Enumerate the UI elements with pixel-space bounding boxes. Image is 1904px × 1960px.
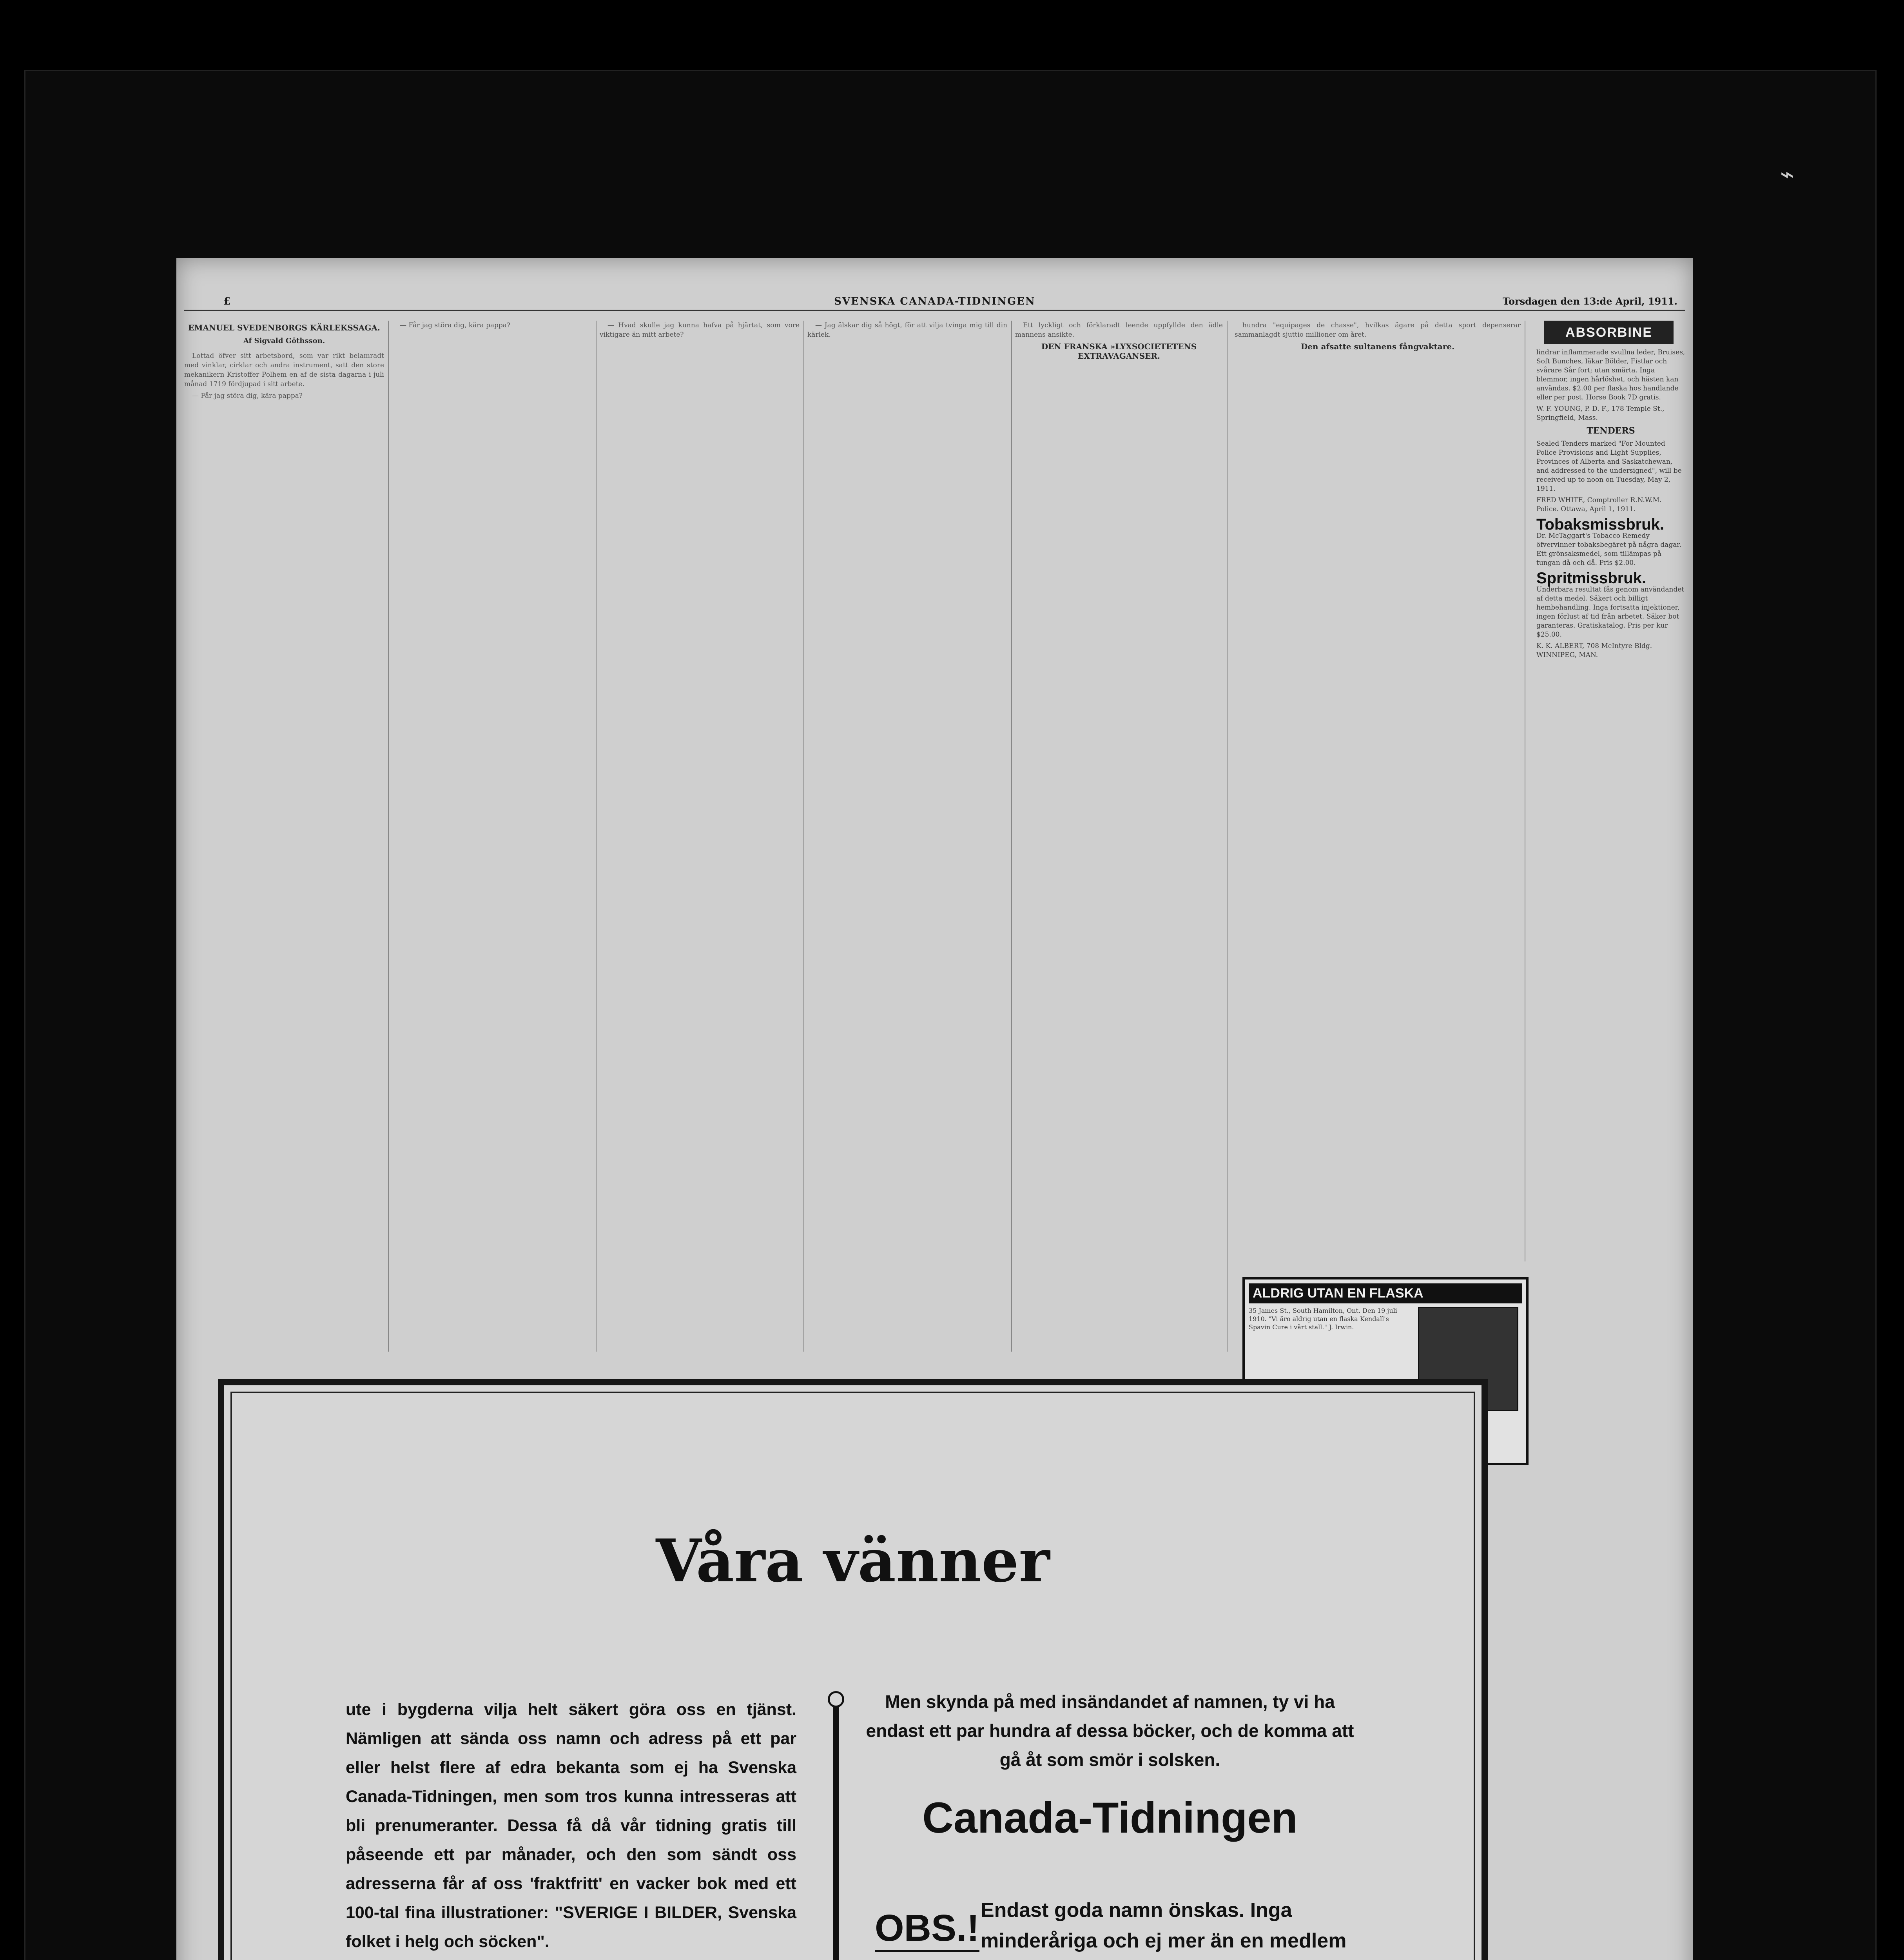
tobacco-text: Dr. McTaggart's Tobacco Remedy öfvervinner tobaksbegäret på några dagar. Ett grönsaksmedel, som tillämpas på tungan då och då. Pris $2.00.	[1536, 532, 1682, 567]
body-paragraph: — Får jag störa dig, kära pappa?	[400, 321, 511, 329]
body-paragraph: — Jag älskar dig så högt, för att vilja tvinga mig till din kärlek.	[807, 321, 1007, 339]
column-5	[1015, 321, 1228, 1352]
story-byline: Af Sigvald Göthsson.	[243, 337, 325, 345]
body-paragraph: Lottad öfver sitt arbetsbord, som var rikt belamradt med vinklar, cirklar och andra instrument, satt den store mekanikern Kristoffer Polhem en af de sista dagarna i juli månad 1719 fördjupad i sitt arbete.	[184, 352, 384, 388]
story-heading: EMANUEL SVEDENBORGS KÄRLEKSSAGA.	[188, 323, 380, 332]
promo-brand: Canada-Tidningen	[922, 1794, 1298, 1842]
absorbine-address: W. F. YOUNG, P. D. F., 178 Temple St., Springfield, Mass.	[1536, 405, 1665, 422]
tenders-text: Sealed Tenders marked "For Mounted Police Provisions and Light Supplies, Provinces of Alberta and Saskatchewan, and addressed to the undersigned", will be received up to noon on Tuesday, May 2, 1911.	[1536, 440, 1682, 493]
promo-title: Våra vänner	[656, 1526, 1050, 1595]
kendall-text: 35 James St., South Hamilton, Ont. Den 19 juli 1910. "Vi äro aldrig utan en flaska Kendall's Spavin Cure i vårt stall." J. Irwin.	[1249, 1307, 1397, 1331]
page-header	[184, 294, 1685, 311]
body-paragraph: — Får jag störa dig, kära pappa?	[192, 392, 303, 400]
kendall-heading: ALDRIG UTAN EN FLASKA	[1249, 1283, 1522, 1303]
promo-frame	[218, 1379, 1488, 1960]
ornamental-divider	[828, 1691, 846, 1960]
column-4	[807, 321, 1012, 1352]
masthead-title: SVENSKA CANADA-TIDNINGEN	[834, 296, 1035, 307]
absorbine-logo: ABSORBINE	[1544, 321, 1674, 344]
newspaper-page	[176, 258, 1693, 1960]
story-heading: DEN FRANSKA »LYXSOCIETETENS EXTRAVAGANSER.	[1041, 342, 1197, 361]
promo-right-text: Men skynda på med insändandet af namnen, ty vi ha endast ett par hundra af dessa böcker, och de komma att gå åt som smör i solsken.	[866, 1691, 1354, 1770]
column-2	[392, 321, 597, 1352]
corner-registration-mark: ⌁	[1780, 161, 1794, 188]
column-6	[1235, 321, 1525, 1261]
divider-knob-top	[828, 1691, 844, 1708]
column-1	[184, 321, 389, 1352]
issue-date: Torsdagen den 13:de April, 1911.	[1502, 296, 1677, 307]
tobacco-heading: Tobaksmissbruk.	[1536, 516, 1665, 533]
obs-text: Endast goda namn önskas. Inga minderåriga och ej mer än en medlem	[981, 1899, 1347, 1952]
promo-left-text: ute i bygderna vilja helt säkert göra oss en tjänst. Nämligen att sända oss namn och adress på ett par eller helst flere af edra bekanta som ej ha Svenska Canada-Tidningen, men som tros kunna intresseras att bli prenumeranter. Dessa få då vår tidning gratis till påseende ett par månader, och den som sändt oss adresserna får af oss 'fraktfritt' en vacker bok med ett 100-tal fina illustrationer: "SVERIGE I BILDER, Svenska folket i helg och söcken".	[346, 1700, 796, 1951]
body-paragraph: Ett lyckligt och förklaradt leende uppfyllde den ädle mannens ansikte.	[1015, 321, 1223, 339]
tenders-heading: TENDERS	[1587, 426, 1635, 436]
body-paragraph: hundra "equipages de chasse", hvilkas ägare på detta sport depenserar sammanlagdt sjuttio millioner om året.	[1235, 321, 1521, 339]
column-3	[600, 321, 804, 1352]
divider-bar	[833, 1707, 839, 1960]
obs-label: OBS.!	[875, 1907, 979, 1952]
spirits-address: K. K. ALBERT, 708 McIntyre Bldg. WINNIPEG, MAN.	[1536, 642, 1652, 659]
ad-column	[1536, 321, 1685, 1352]
tenders-signature: FRED WHITE, Comptroller R.N.W.M. Police. Ottawa, April 1, 1911.	[1536, 496, 1662, 513]
spirits-text: Underbara resultat fås genom användandet af detta medel. Säkert och billigt hembehandling. Inga fortsatta injektioner, ingen förlust af tid från arbetet. Säker bot garanteras. Gratiskatalog. Pris per kur $25.00.	[1536, 586, 1685, 639]
spirits-heading: Spritmissbruk.	[1536, 570, 1647, 587]
page-mark: £	[223, 296, 231, 307]
body-paragraph: — Hvad skulle jag kunna hafva på hjärtat, som vore viktigare än mitt arbete?	[600, 321, 800, 339]
absorbine-text: lindrar inflammerade svullna leder, Bruises, Soft Bunches, läkar Bölder, Fistlar och svårare Sår fort; utan smärta. Inga blemmor, ingen hårlöshet, och hästen kan användas. $2.00 per flaska hos handlande eller per post. Horse Book 7D gratis.	[1536, 348, 1685, 401]
story-heading: Den afsatte sultanens fångvaktare.	[1300, 342, 1455, 351]
